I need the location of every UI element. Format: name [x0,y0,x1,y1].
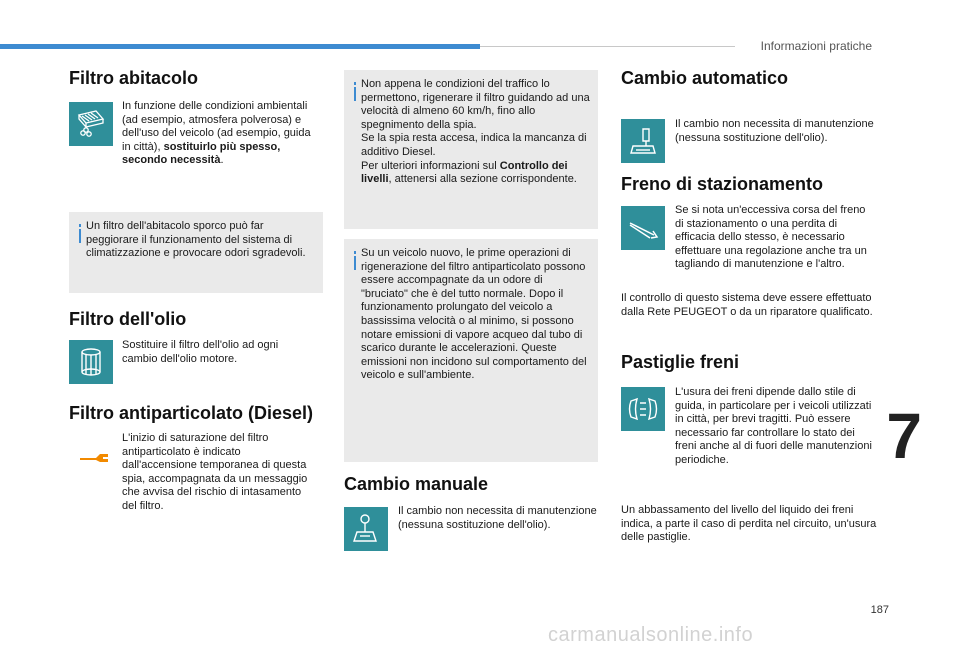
cabin-filter-icon [69,102,113,146]
note-new-vehicle-text: Su un veicolo nuovo, le prime operazioni di rigenerazione del filtro antiparticolato possono essere accompagnate da un odore di "bruciato" che è del tutto normale. Dopo il funzionamento prolungato del veicolo a bassissima velocità o al minimo, si possono notare emissioni di vapore acqueo dal tubo di scarico durante le accelerazioni. Queste emissioni non incidono sul comportamento del veicolo e sull'ambiente. [361,247,587,382]
filtro-antiparticolato-title: Filtro antiparticolato (Diesel) [69,403,314,423]
note-dpf-regeneration-text: Non appena le condizioni del traffico lo permettono, rigenerare il filtro guidando ad una velocità di almeno 60 km/h, fino allo spegnimento della spia. Se la spia resta accesa, indica la mancanza di additivo Diesel. Per ulteriori informazioni sul Controllo dei livelli, attenersi alla sezione corrispondente. [361,78,590,186]
brake-pads-icon [621,387,665,431]
note-new-vehicle [344,239,598,462]
filtro-abitacolo-title: Filtro abitacolo [69,68,199,88]
filtro-abitacolo-text: In funzione delle condizioni ambientali (ad esempio, atmosfera polverosa) e dell'uso del veicolo (ad esempio, guida in città), sostituirlo più spesso, secondo necessità. [122,100,311,167]
wrench-icon [78,448,110,464]
filtro-olio-title: Filtro dell'olio [69,309,187,329]
pastiglie-freni-title: Pastiglie freni [621,352,740,372]
parking-brake-icon [621,206,665,250]
page-number: 187 [870,604,889,616]
pastiglie-freni-text: L'usura dei freni dipende dallo stile di guida, in particolare per i veicoli utilizzati in città, per brevi tragitti. Può essere necessario far controllare lo stato dei freni anche al di fuori delle manutenzioni periodiche. [675,386,872,466]
watermark: carmanualsonline.info [548,624,754,646]
note-cabin-filter-text: Un filtro dell'abitacolo sporco può far peggiorare il funzionamento del sistema di climatizzazione e provocare odori sgradevoli. [86,220,306,260]
pastiglie-freni-text2: Un abbassamento del livello del liquido dei freni indica, a parte il caso di perdita nel circuito, un'usura delle pastiglie. [621,504,877,544]
cambio-manuale-title: Cambio manuale [344,474,489,494]
header-accent-bar [0,44,480,49]
freno-stazionamento-title: Freno di stazionamento [621,174,824,194]
filtro-antiparticolato-text: L'inizio di saturazione del filtro antiparticolato è indicato dall'accensione temporanea di questa spia, accompagnata da un messaggio che avvisa del rischio di intasamento del filtro. [122,432,308,512]
oil-filter-icon [69,340,113,384]
cambio-manuale-text: Il cambio non necessita di manutenzione (nessuna sostituzione dell'olio). [398,505,597,531]
chapter-number: 7 [886,400,922,472]
section-title: Informazioni pratiche [760,39,872,53]
manual-gearbox-icon [344,507,388,551]
automatic-gearbox-icon [621,119,665,163]
info-icon [352,251,357,270]
header-rule [480,46,735,47]
freno-stazionamento-text: Se si nota un'eccessiva corsa del freno di stazionamento o una perdita di efficacia dello stesso, è necessario effettuare una regolazione anche tra un tagliando di manutenzione e l'altro. [675,204,867,271]
note-cabin-filter [69,212,323,293]
cambio-automatico-title: Cambio automatico [621,68,789,88]
filtro-olio-text: Sostituire il filtro dell'olio ad ogni cambio dell'olio motore. [122,339,279,365]
freno-stazionamento-text2: Il controllo di questo sistema deve essere effettuato dalla Rete PEUGEOT o da un riparatore qualificato. [621,292,873,318]
cambio-automatico-text: Il cambio non necessita di manutenzione (nessuna sostituzione dell'olio). [675,118,874,144]
note-dpf-regeneration [344,70,598,229]
info-icon [77,224,82,243]
info-icon [352,82,357,101]
